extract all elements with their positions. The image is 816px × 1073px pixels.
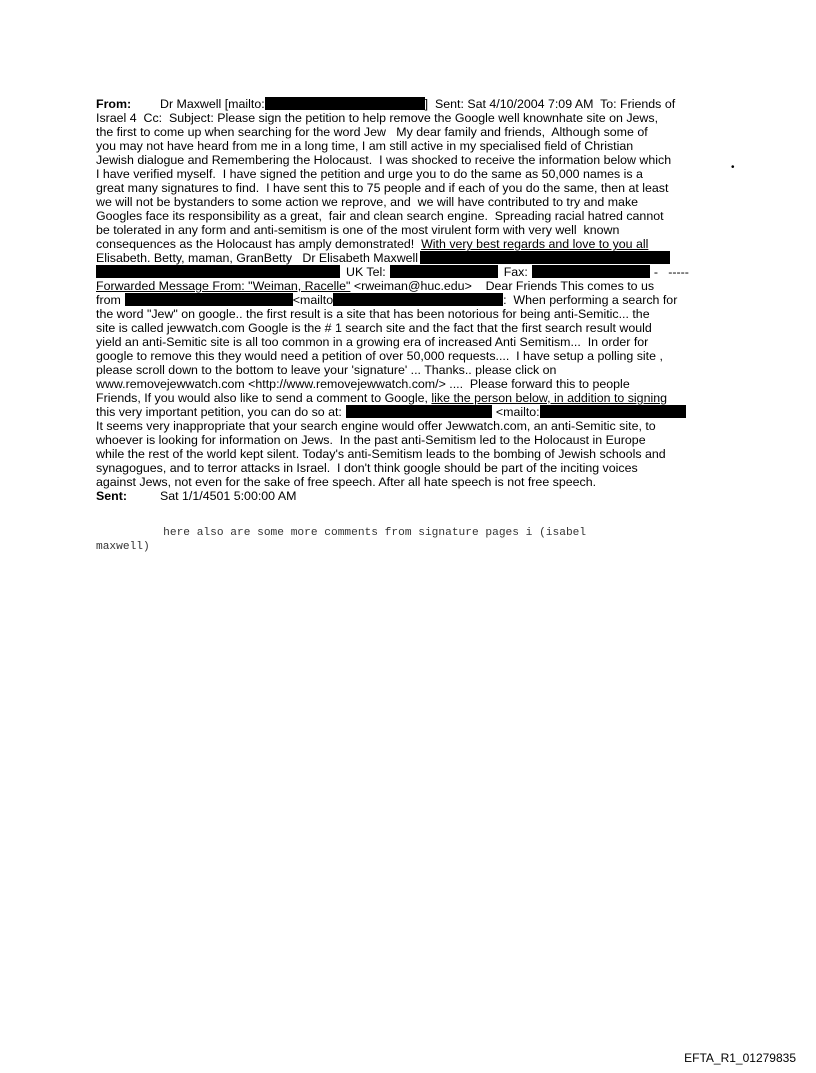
body-line: great many signatures to find. I have sent this to 75 people and if each of you do the same, then at least bbox=[96, 181, 669, 195]
body-line: google to remove this they would need a petition of over 50,000 requests.... I have setup a polling site , bbox=[96, 349, 663, 363]
body-line: while the rest of the world kept silent. Today's anti-Semitism leads to the bombing of Jewish schools and bbox=[96, 447, 666, 461]
document-id: EFTA_R1_01279835 bbox=[684, 1051, 796, 1065]
body-line: please scroll down to the bottom to leave your 'signature' ... Thanks.. please click on bbox=[96, 363, 557, 377]
redaction bbox=[532, 265, 650, 278]
forward-line: Forwarded Message From: "Weiman, Racelle" <rweiman@huc.edu> Dear Friends This comes to us bbox=[96, 279, 655, 293]
body-line: Googles face its responsibility as a great, fair and clean search engine. Spreading racial hatred cannot bbox=[96, 209, 664, 223]
body-line: Friends, If you would also like to send a comment to Google, like the person below, in addition to signing bbox=[96, 391, 668, 405]
body-line: this very important petition, you can do so at: <mailto: bbox=[96, 405, 686, 419]
from-line: From: Dr Maxwell [mailto: ] Sent: Sat 4/10/2004 7:09 AM To: Friends of bbox=[96, 97, 676, 111]
redaction bbox=[390, 265, 498, 278]
body-line: the word "Jew" on google.. the first result is a site that has been notorious for being anti-Semitic... the bbox=[96, 307, 650, 321]
note-line: here also are some more comments from signature pages i (isabel bbox=[96, 527, 587, 539]
body-line: against Jews, not even for the sake of free speech. After all hate speech is not free speech. bbox=[96, 475, 597, 489]
redaction bbox=[96, 265, 340, 278]
contact-line: UK Tel: Fax: - ----- bbox=[96, 265, 689, 279]
redaction bbox=[333, 293, 503, 306]
body-line: I have verified myself. I have signed the petition and urge you to do the same as 50,000 names is a bbox=[96, 167, 643, 181]
redaction bbox=[540, 405, 686, 418]
sent-label: Sent: bbox=[96, 489, 127, 503]
body-line: Israel 4 Cc: Subject: Please sign the petition to help remove the Google well knownhate site on Jews, bbox=[96, 111, 659, 125]
body-line: whoever is looking for information on Jews. In the past anti-Semitism led to the Holocaust in Europe bbox=[96, 433, 646, 447]
redaction bbox=[346, 405, 492, 418]
body-line: Jewish dialogue and Remembering the Holocaust. I was shocked to receive the information below which bbox=[96, 153, 672, 167]
from-label: From: bbox=[96, 97, 132, 111]
body-line: be tolerated in any form and anti-semitism is one of the most virulent form with very well known bbox=[96, 223, 620, 237]
redaction bbox=[265, 97, 425, 110]
body-line: synagogues, and to terror attacks in Israel. I don't think google should be part of the inciting voices bbox=[96, 461, 638, 475]
body-line: It seems very inappropriate that your search engine would offer Jewwatch.com, an anti-Semitic site, to bbox=[96, 419, 656, 433]
body-line: from <mailto : When performing a search for bbox=[96, 293, 678, 307]
body-line: the first to come up when searching for the word Jew My dear family and friends, Although some of bbox=[96, 125, 648, 139]
body-line: www.removejewwatch.com <http://www.removejewwatch.com/> .... Please forward this to people bbox=[96, 377, 630, 391]
sent-value: Sat 1/1/4501 5:00:00 AM bbox=[160, 489, 297, 503]
note-line: maxwell) bbox=[96, 541, 150, 553]
body-line: we will not be bystanders to some action we reprove, and we will have contributed to try and make bbox=[96, 195, 639, 209]
sent-line bbox=[96, 489, 296, 503]
redaction bbox=[420, 251, 670, 264]
body-line: consequences as the Holocaust has amply demonstrated! With very best regards and love to you all bbox=[96, 237, 649, 251]
body-line: site is called jewwatch.com Google is the # 1 search site and the fact that the first search result would bbox=[96, 321, 652, 335]
body-line: you may not have heard from me in a long time, I am still active in my specialised field of Christian bbox=[96, 139, 634, 153]
stray-mark: • bbox=[731, 162, 735, 173]
redaction bbox=[125, 293, 293, 306]
body-line: yield an anti-Semitic site is all too common in a growing era of increased Anti Semitism... In order for bbox=[96, 335, 649, 349]
signature-line: Elisabeth. Betty, maman, GranBetty Dr Elisabeth Maxwell bbox=[96, 251, 670, 265]
